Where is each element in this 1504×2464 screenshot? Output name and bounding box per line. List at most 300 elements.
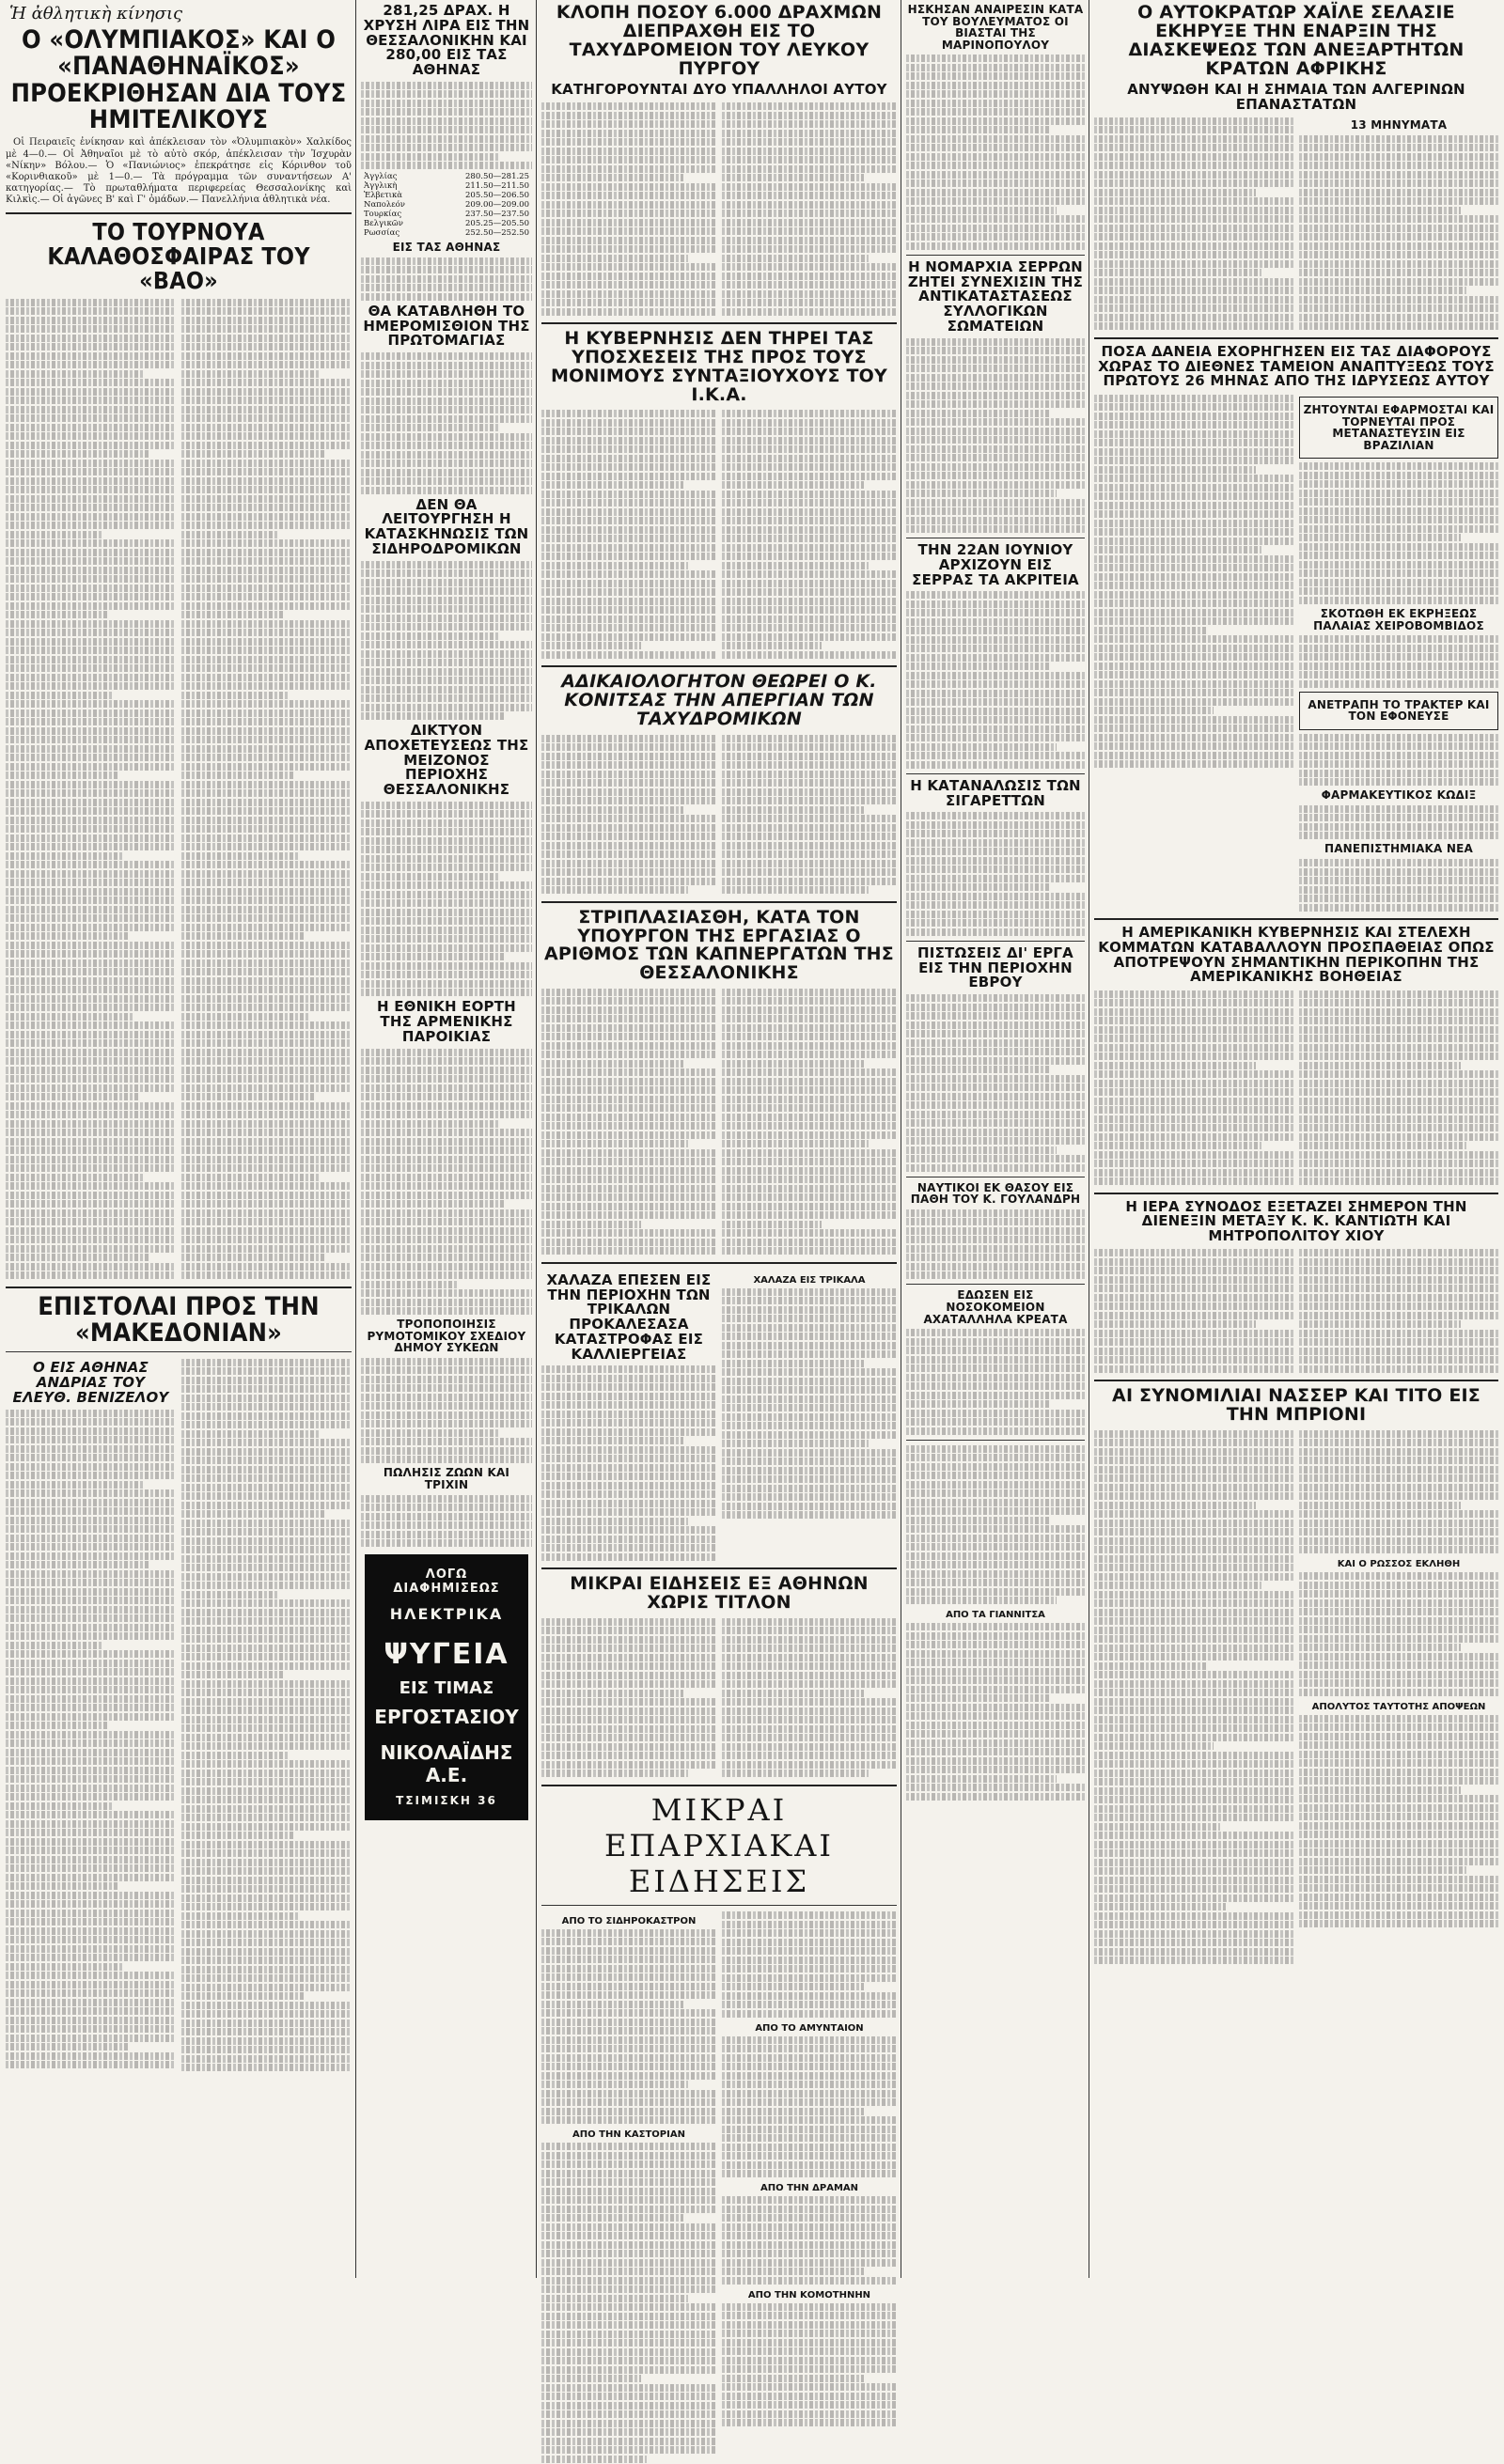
text-line <box>906 1245 1085 1253</box>
text-line <box>1094 538 1293 545</box>
text-line <box>541 2295 688 2302</box>
text-line <box>906 1263 1085 1271</box>
text-line <box>6 1882 118 1890</box>
text-line <box>722 174 864 181</box>
text-line <box>1094 207 1293 214</box>
headline-hospital-meat: ΕΔΩΣΕΝ ΕΙΣ ΝΟΣΟΚΟΜΕΙΟΝ ΑΧΑΤΑΛΛΗΛΑ ΚΡΕΑΤΑ <box>923 1288 1068 1326</box>
text-line <box>906 445 1085 453</box>
text-line <box>6 825 176 833</box>
text-line <box>6 1093 138 1100</box>
text-line <box>541 2277 716 2285</box>
text-line <box>1094 1008 1293 1016</box>
text-line <box>906 1137 1085 1145</box>
text-line <box>1094 403 1293 411</box>
text-line <box>1094 153 1293 161</box>
text-line <box>906 1347 1085 1354</box>
text-line <box>722 192 897 199</box>
text-line <box>1094 197 1293 205</box>
text-line <box>722 1716 897 1723</box>
text-line <box>1299 760 1498 768</box>
text-line <box>722 1636 897 1644</box>
text-line <box>1299 207 1461 214</box>
text-line <box>722 138 897 146</box>
text-line <box>6 1802 113 1810</box>
text-line <box>1094 117 1293 125</box>
subheadline-sidirokastro: ΑΠΟ ΤΟ ΣΙΔΗΡΟΚΑΣΤΡΟΝ <box>561 1915 697 1926</box>
text-line <box>541 1938 716 1945</box>
text-line <box>906 1382 1085 1390</box>
text-line <box>906 1543 1085 1551</box>
text-line <box>6 1057 176 1065</box>
text-line <box>541 445 716 453</box>
text-line <box>6 1606 176 1614</box>
text-line <box>1094 448 1293 456</box>
text-line <box>906 82 1085 89</box>
headline-athens: ΕΙΣ ΤΑΣ ΑΘΗΝΑΣ <box>392 241 501 255</box>
text-line <box>906 928 1085 936</box>
text-line <box>722 1015 897 1022</box>
text-line <box>181 1254 324 1261</box>
text-line <box>722 842 897 850</box>
text-line <box>722 1104 897 1112</box>
text-line <box>722 868 897 876</box>
text-line <box>361 1174 532 1181</box>
text-line <box>541 1544 716 1552</box>
text-line <box>6 531 102 538</box>
text-line <box>361 1084 532 1092</box>
text-line <box>6 1445 176 1453</box>
text-line <box>1299 1169 1498 1177</box>
text-line <box>1299 663 1498 670</box>
text-line <box>1299 1671 1498 1678</box>
text-line <box>6 1481 144 1489</box>
text-line <box>722 281 897 289</box>
text-line <box>722 1096 897 1103</box>
text-line <box>722 2277 897 2285</box>
text-line <box>6 1543 176 1551</box>
text-line <box>541 1176 716 1183</box>
headline-brazil-emigration: ΖΗΤΟΥΝΤΑΙ ΕΦΑΡΜΟΣΤΑΙ ΚΑΙ ΤΟΡΝΕΥΤΑΙ ΠΡΟΣ ΜΕΤΑΝΑΣΤΕΥΣΙΝ ΕΙΣ ΒΡΑΖΙΛΙΑΝ <box>1303 403 1495 452</box>
text-line <box>361 1245 532 1253</box>
text-line <box>6 1111 176 1118</box>
text-line <box>541 2072 716 2080</box>
text-line <box>722 299 897 306</box>
text-line <box>722 2410 897 2418</box>
text-line <box>906 1084 1085 1091</box>
headline-small-news-athens: ΜΙΚΡΑΙ ΕΙΔΗΣΕΙΣ ΕΞ ΑΘΗΝΩΝ ΧΩΡΙΣ ΤΙΤΛΟΝ <box>570 1573 869 1614</box>
text-line <box>1299 1804 1498 1812</box>
text-line <box>541 2339 716 2347</box>
text-line <box>181 2046 352 2053</box>
text-line <box>181 1448 352 1456</box>
text-line <box>6 817 176 824</box>
text-line <box>722 1350 897 1358</box>
text-line <box>6 754 176 761</box>
text-line <box>181 1510 324 1518</box>
text-line <box>361 802 532 809</box>
body-text-lines <box>541 1365 716 1561</box>
text-line <box>1094 492 1293 500</box>
text-line <box>1299 1751 1498 1758</box>
text-line <box>541 1761 716 1769</box>
text-line <box>1094 1885 1293 1893</box>
text-line <box>906 839 1085 847</box>
text-line <box>1299 153 1498 161</box>
text-line <box>6 834 176 842</box>
body-text-lines <box>1094 116 1293 332</box>
text-line <box>361 1307 532 1315</box>
text-line <box>906 126 1051 133</box>
text-line <box>906 857 1085 865</box>
text-line <box>6 1838 176 1846</box>
text-line <box>906 382 1085 390</box>
text-line <box>181 1084 352 1092</box>
text-line <box>6 1811 176 1818</box>
text-line <box>906 830 1085 837</box>
text-line <box>722 1708 897 1715</box>
text-line <box>1094 1832 1293 1839</box>
text-line <box>541 2313 716 2320</box>
text-line <box>1094 1859 1293 1866</box>
text-line <box>181 1192 352 1199</box>
text-line <box>541 1455 716 1462</box>
text-line <box>1094 314 1293 321</box>
text-line <box>181 1164 352 1172</box>
text-line <box>906 1481 1085 1489</box>
text-line <box>1094 1249 1293 1256</box>
headline-olympiakos-panathinaikos: Ο «ΟΛΥΜΠΙΑΚΟΣ» ΚΑΙ Ο «ΠΑΝΑΘΗΝΑΪΚΟΣ» ΠΡΟΕΚΡΙΘΗΣΑΝ ΔΙΑ ΤΟΥΣ ΗΜΙΤΕΛΙΚΟΥΣ <box>10 25 347 135</box>
text-line <box>6 1945 176 1953</box>
body-text-lines <box>906 338 1085 534</box>
text-line <box>722 743 897 751</box>
body-text-lines <box>906 812 1085 936</box>
text-line <box>181 1466 352 1474</box>
text-line <box>906 418 1085 426</box>
text-line <box>541 2178 716 2186</box>
text-line <box>906 1454 1085 1461</box>
text-line <box>181 1859 352 1866</box>
text-line <box>722 580 897 587</box>
text-line <box>906 117 1085 125</box>
headline-evros-credits: ΠΙΣΤΩΣΕΙΣ ΔΙ' ΕΡΓΑ ΕΙΣ ΤΗΝ ΠΕΡΙΟΧΗΝ ΕΒΡΟΥ <box>917 943 1073 991</box>
headline-american-aid: Η ΑΜΕΡΙΚΑΝΙΚΗ ΚΥΒΕΡΝΗΣΙΣ ΚΑΙ ΣΤΕΛΕΧΗ ΚΟΜΜΑΤΩΝ ΚΑΤΑΒΑΛΛΟΥΝ ΠΡΟΣΠΑΘΕΙΑΣ ΟΠΩΣ ΑΠΟΤΡΕΨΟΥΝ ΣΗΜΑΝΤΙΚΗΝ ΠΕΡΙΚΟΠΗΝ ΤΗΣ ΑΜΕΡΙΚΑΝΙΚΗΣ ΒΟΗΘΕΙΑΣ <box>1098 924 1495 986</box>
text-line <box>181 1377 352 1384</box>
text-line <box>541 437 716 444</box>
text-line <box>541 1131 716 1139</box>
headline-basketball-tournament: ΤΟ ΤΟΥΡΝΟΥΑ ΚΑΛΑΘΟΣΦΑΙΡΑΣ ΤΟΥ «ΒΑΟ» <box>47 217 310 294</box>
text-line <box>722 2250 897 2257</box>
text-line <box>722 1503 897 1510</box>
text-line <box>1299 144 1498 151</box>
text-line <box>1094 1760 1293 1768</box>
text-line <box>722 1239 897 1246</box>
text-line <box>1299 1617 1498 1625</box>
text-line <box>541 2019 716 2026</box>
text-line <box>6 1767 176 1774</box>
rate-name: Ρωσσίας <box>364 228 400 239</box>
text-line <box>722 1974 897 1982</box>
text-line <box>906 1356 1085 1364</box>
text-line <box>361 1504 532 1511</box>
text-line <box>906 1146 1057 1154</box>
text-line <box>6 1829 176 1836</box>
text-line <box>541 1618 716 1626</box>
text-line <box>1299 1626 1498 1633</box>
text-line <box>906 1012 1085 1020</box>
text-line <box>361 477 532 485</box>
text-line <box>541 1401 716 1409</box>
text-line <box>181 611 284 618</box>
text-line <box>361 433 532 441</box>
text-line <box>722 1149 897 1157</box>
text-line <box>722 1122 897 1130</box>
text-line <box>6 1775 176 1783</box>
text-line <box>181 1227 352 1235</box>
text-line <box>181 585 352 592</box>
text-line <box>361 162 532 169</box>
text-line <box>1299 680 1498 688</box>
body-text-lines <box>541 1616 716 1779</box>
subheadline-komotini: ΑΠΟ ΤΗΝ ΚΟΜΟΤΗΝΗΝ <box>747 2289 871 2300</box>
text-line <box>1299 1723 1498 1731</box>
text-line <box>361 1531 532 1538</box>
text-line <box>361 451 532 459</box>
text-line <box>6 575 176 583</box>
text-line <box>541 1983 716 1990</box>
text-line <box>361 1120 499 1128</box>
text-line <box>361 962 532 970</box>
text-line <box>541 735 716 742</box>
headline-ika-pensioners: Η ΚΥΒΕΡΝΗΣΙΣ ΔΕΝ ΤΗΡΕΙ ΤΑΣ ΥΠΟΣΧΕΣΕΙΣ ΤΗΣ ΠΡΟΣ ΤΟΥΣ ΜΟΝΙΜΟΥΣ ΣΥΝΤΑΞΙΟΥΧΟΥΣ ΤΟΥ Ι.Κ.Α. <box>551 328 887 405</box>
text-line <box>541 1991 716 1999</box>
headline-thasos-sailors: ΝΑΥΤΙΚΟΙ ΕΚ ΘΑΣΟΥ ΕΙΣ ΠΑΘΗ ΤΟΥ Κ. ΓΟΥΛΑΝΔΡΗ <box>910 1180 1081 1207</box>
text-line <box>906 1227 1085 1235</box>
text-line <box>1299 197 1498 205</box>
text-line <box>541 174 683 181</box>
text-line <box>722 2401 897 2409</box>
text-line <box>906 55 1085 62</box>
text-line <box>1094 1599 1293 1607</box>
text-line <box>1299 1546 1498 1553</box>
text-line <box>6 932 128 940</box>
text-line <box>906 207 1057 214</box>
text-line <box>6 1910 176 1917</box>
column-sports <box>6 0 352 2278</box>
text-line <box>6 1874 176 1881</box>
text-line <box>361 1420 532 1427</box>
text-line <box>1094 1877 1293 1884</box>
text-line <box>1094 466 1256 474</box>
text-line <box>1299 1466 1498 1474</box>
text-line <box>1094 242 1293 250</box>
text-line <box>181 325 352 333</box>
text-line <box>722 491 897 498</box>
text-line <box>906 1039 1085 1047</box>
text-line <box>541 148 716 155</box>
ad-line: ΗΛΕΚΤΡΙΚΑ <box>389 1605 504 1624</box>
text-line <box>906 472 1085 479</box>
text-line <box>906 1632 1085 1640</box>
text-line <box>722 273 897 280</box>
headline-nasser-tito: ΑΙ ΣΥΝΟΜΙΛΙΑΙ ΝΑΣΣΕΡ ΚΑΙ ΤΙΤΟ ΕΙΣ ΤΗΝ ΜΠΡΙΟΝΙ <box>1112 1385 1480 1426</box>
text-line <box>6 1972 176 1979</box>
text-line <box>361 388 532 396</box>
text-line <box>1094 1151 1293 1159</box>
text-line <box>361 1358 532 1365</box>
text-line <box>6 986 176 993</box>
text-line <box>722 1921 897 1928</box>
text-line <box>541 2009 716 2017</box>
text-line <box>1299 671 1498 678</box>
text-line <box>722 544 897 552</box>
text-line <box>181 942 352 949</box>
text-line <box>722 499 897 507</box>
text-line <box>6 325 176 333</box>
text-line <box>906 866 1085 873</box>
text-line <box>906 1427 1085 1435</box>
text-line <box>722 1662 897 1670</box>
text-line <box>906 821 1085 829</box>
text-line <box>1094 413 1293 420</box>
text-line <box>6 781 176 788</box>
text-line <box>541 2081 688 2088</box>
text-line <box>1299 859 1498 866</box>
text-line <box>722 1051 897 1058</box>
text-line <box>1299 304 1498 312</box>
text-line <box>722 2196 897 2204</box>
text-line <box>722 1386 897 1394</box>
text-line <box>541 2438 716 2445</box>
text-line <box>1299 1330 1498 1337</box>
text-line <box>906 454 1085 461</box>
text-line <box>6 1517 176 1524</box>
text-line <box>1094 502 1293 509</box>
text-line <box>722 2081 897 2088</box>
text-line <box>1094 304 1293 312</box>
text-line <box>6 1410 176 1417</box>
text-line <box>722 1297 897 1304</box>
text-line <box>181 736 352 743</box>
text-line <box>181 1867 352 1875</box>
text-line <box>541 2196 716 2204</box>
text-line <box>1094 1796 1293 1803</box>
body-text-lines <box>6 297 176 1281</box>
text-line <box>361 561 532 569</box>
text-line <box>722 2232 897 2239</box>
text-line <box>1299 1133 1498 1141</box>
text-line <box>722 2383 897 2391</box>
text-line <box>361 1429 499 1437</box>
text-line <box>906 233 1085 241</box>
text-line <box>1094 1823 1220 1831</box>
text-line <box>722 735 897 742</box>
text-line <box>541 2285 716 2293</box>
body-text-lines <box>906 1329 1085 1435</box>
text-line <box>722 1672 897 1679</box>
text-line <box>6 424 176 431</box>
text-line <box>541 299 716 306</box>
lead-paragraph: Οἱ Πειραιεῖς ἐνίκησαν καὶ ἀπέκλεισαν τὸν «Ὀλυμπιακὸν» Χαλκίδος μὲ 4—0.— Οἱ Ἀθηναῖοι μὲ τὸ αὐτὸ σκόρ, ἀπέκλεισαν τὴν Ἰσχυρὰν «Νίκην» Βόλου.— Ὁ «Πανιώνιος» ἐπεκράτησε εἰς Κόρινθον τοῦ «Κορινθιακοῦ» μὲ 1—0.— Τὰ πρόγραμμα τῶν συναντήσεων Α' κατηγορίας.— Τὸ πρωταθλήματα περιφερείας Θεσσαλονίκης καὶ Κιλκὶς.— Οἱ ἀγῶνες Β' καὶ Γ' ὁμάδων.— Πανελλήνια ἀθλητικὰ νέα. <box>6 137 352 206</box>
text-line <box>541 102 716 110</box>
text-line <box>6 2052 176 2060</box>
text-line <box>906 1588 1085 1596</box>
letters-section <box>6 1357 352 2073</box>
text-line <box>1299 1026 1498 1034</box>
text-line <box>722 1078 897 1085</box>
rate-name: Ναπολεόν <box>364 200 405 211</box>
text-line <box>181 789 352 797</box>
text-line <box>1299 990 1498 998</box>
text-line <box>1299 823 1498 831</box>
text-line <box>6 1999 176 2006</box>
text-line <box>541 860 716 867</box>
text-line <box>722 2126 897 2133</box>
text-line <box>1299 805 1498 813</box>
text-line <box>541 1167 716 1175</box>
text-line <box>541 2402 716 2409</box>
text-line <box>1299 1831 1498 1838</box>
text-line <box>541 1473 716 1480</box>
text-line <box>181 450 324 458</box>
text-line <box>6 414 176 422</box>
text-line <box>722 2063 897 2070</box>
text-line <box>1094 1957 1293 1964</box>
headline-sewage-network: ΔΙΚΤΥΟΝ ΑΠΟΧΕΤΕΥΣΕΩΣ ΤΗΣ ΜΕΙΖΟΝΟΣ ΠΕΡΙΟΧΗΣ ΘΕΣΣΑΛΟΝΙΚΗΣ <box>364 722 529 799</box>
text-line <box>541 2420 716 2427</box>
text-line <box>906 463 1085 471</box>
text-line <box>6 1722 108 1729</box>
divider <box>906 1440 1085 1441</box>
text-line <box>1299 1635 1498 1643</box>
text-line <box>1094 395 1293 402</box>
text-line <box>906 734 1085 741</box>
text-line <box>181 807 352 815</box>
text-line <box>181 1627 352 1634</box>
text-line <box>6 602 176 610</box>
text-line <box>1299 1733 1498 1740</box>
text-line <box>181 1395 352 1402</box>
ad-line: ΨΥΓΕΙΑ <box>384 1638 509 1672</box>
text-line <box>1299 1312 1498 1319</box>
text-line <box>906 1392 1085 1399</box>
text-line <box>361 153 499 161</box>
text-line <box>181 1385 352 1393</box>
text-line <box>361 352 532 360</box>
text-line <box>1094 999 1293 1006</box>
divider <box>1094 337 1498 339</box>
text-line <box>1094 1609 1293 1616</box>
text-line <box>906 1517 1051 1524</box>
divider <box>1094 918 1498 920</box>
text-line <box>722 445 897 453</box>
headline-post-office-theft: ΚΛΟΠΗ ΠΟΣΟΥ 6.000 ΔΡΑΧΜΩΝ ΔΙΕΠΡΑΧΘΗ ΕΙΣ ΤΟ ΤΑΧΥΔΡΟΜΕΙΟΝ ΤΟΥ ΛΕΥΚΟΥ ΠΥΡΓΟΥ <box>556 2 883 79</box>
text-line <box>1299 587 1498 595</box>
text-line <box>722 183 897 191</box>
text-line <box>1299 1430 1498 1438</box>
text-line <box>181 1075 352 1083</box>
text-line <box>181 692 289 699</box>
text-line <box>541 1229 716 1237</box>
text-line <box>541 1553 716 1561</box>
text-line <box>6 513 176 521</box>
text-line <box>1299 534 1461 541</box>
text-line <box>1094 1026 1293 1034</box>
text-line <box>1094 162 1293 169</box>
text-line <box>541 2108 716 2115</box>
text-line <box>906 525 1085 533</box>
text-line <box>361 1289 532 1297</box>
rate-value: 280.50—281.25 <box>465 172 529 182</box>
